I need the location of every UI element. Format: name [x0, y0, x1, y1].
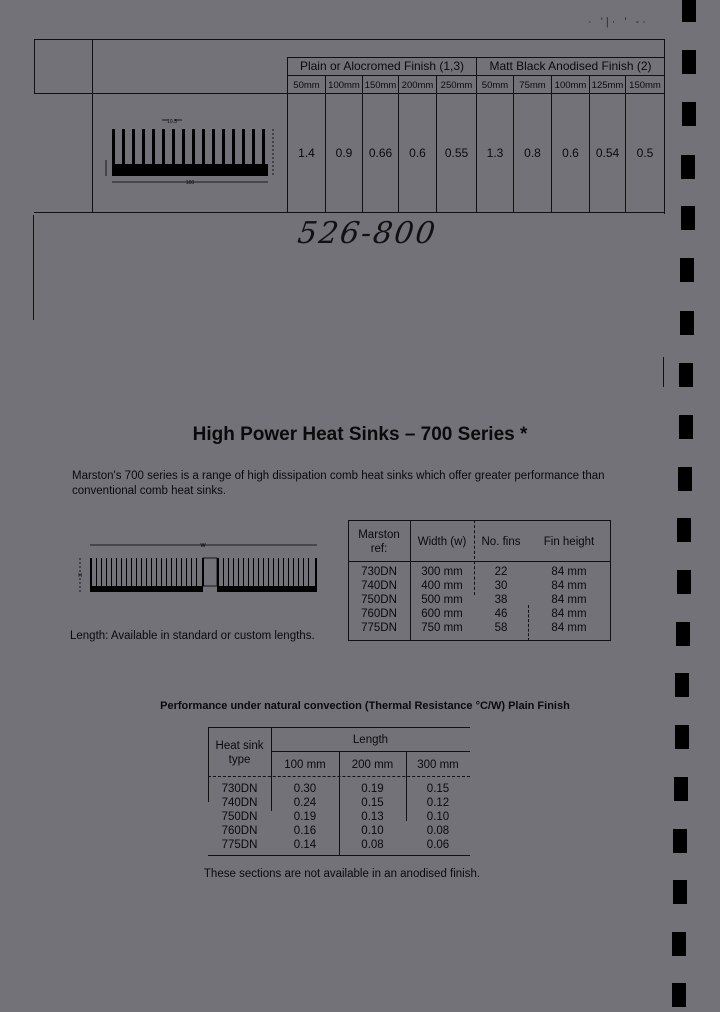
binding-hole — [682, 0, 696, 22]
svg-text:H: H — [78, 573, 82, 579]
col-header-width: Width (w) — [417, 536, 467, 548]
binding-hole — [673, 829, 687, 853]
resistance-value: 1.4 — [298, 146, 315, 160]
length-header: 200mm — [401, 80, 434, 91]
binding-hole — [676, 622, 690, 646]
resistance-value: 0.55 — [444, 146, 469, 160]
binding-hole — [673, 880, 687, 904]
resistance-value: 0.6 — [562, 146, 579, 160]
length-header: 250mm — [440, 80, 473, 91]
binding-hole — [679, 363, 693, 387]
binding-hole — [680, 258, 694, 282]
length-header: 100mm — [328, 80, 360, 91]
resistance-value: 0.6 — [409, 146, 426, 160]
section-title: High Power Heat Sinks – 700 Series * — [192, 424, 528, 445]
binding-hole — [681, 155, 695, 179]
binding-hole — [678, 467, 692, 491]
table-rule — [34, 93, 664, 94]
page-marker: · '|· ' -· — [588, 16, 649, 28]
table-rule — [34, 212, 664, 213]
col-header-fin-height: Fin height — [543, 536, 595, 548]
length-header: 100mm — [554, 80, 587, 91]
binding-hole — [675, 725, 689, 749]
spec-table: Marston ref: Width (w) No. fins Fin height 730DN 300 mm 22 84 mm 740DN 400 mm 30 84 mm 750DN 500 mm 38 84 mm 760DN 600 mm 46 84 mm 775DN 750 mm 58 84 mm — [348, 520, 610, 640]
performance-title: Performance under natural convection (Thermal Resistance °C/W) Plain Finish — [160, 700, 570, 712]
col-header-ref: Marston ref: — [358, 529, 400, 555]
length-header: 125mm — [591, 80, 624, 91]
binding-hole — [675, 673, 689, 697]
table-rule — [92, 39, 93, 213]
binding-hole — [681, 206, 695, 230]
section-intro: Marston's 700 series is a range of high dissipation comb heat sinks which offer greater performance than conventional comb heat sinks. — [72, 470, 605, 497]
length-header: 150mm — [629, 80, 661, 91]
col-header-length: Length — [352, 734, 389, 746]
svg-text:10.5: 10.5 — [167, 119, 177, 125]
length-200mm: 200 mm — [351, 759, 394, 771]
binding-hole — [672, 932, 686, 956]
resistance-value: 0.5 — [636, 146, 654, 160]
svg-text:160: 160 — [185, 180, 195, 185]
700-series-profile-diagram — [75, 538, 325, 598]
resistance-value: 1.3 — [486, 146, 504, 160]
performance-table: Heat sink type Length 100 mm 200 mm 300 mm 730DN 0.30 0.19 0.15 740DN 0.24 0.15 0.12 750DN 0.19 0.13 0.10 760DN 0.16 0.10 0.08 775DN 0.14 0.08 0.06 — [208, 727, 470, 855]
binding-hole — [682, 102, 696, 126]
table-rule — [34, 39, 35, 94]
length-header: 150mm — [364, 80, 397, 91]
binding-hole — [680, 311, 694, 335]
group-header-anodised-finish: Matt Black Anodised Finish (2) — [489, 59, 652, 73]
resistance-value: 0.54 — [595, 146, 620, 160]
page-frame — [33, 215, 34, 320]
table-rule — [34, 39, 664, 40]
length-300mm: 300 mm — [417, 759, 459, 771]
length-header: 75mm — [519, 80, 546, 91]
col-header-type: Heat sink type — [215, 740, 264, 766]
col-header-fins: No. fins — [481, 536, 521, 548]
binding-hole — [672, 983, 686, 1007]
length-header: 50mm — [481, 80, 509, 91]
handwritten-part-number: 526-800 — [295, 216, 440, 251]
table-rule — [664, 39, 665, 214]
length-note: Length: Available in standard or custom lengths. — [70, 630, 315, 642]
resistance-value: 0.8 — [524, 146, 541, 160]
anodised-note: These sections are not available in an anodised finish. — [203, 868, 481, 880]
page-frame — [663, 357, 664, 387]
binding-hole — [677, 518, 691, 542]
binding-hole — [682, 50, 696, 74]
binding-hole — [674, 777, 688, 801]
resistance-value: 0.9 — [335, 146, 353, 160]
group-header-plain-finish: Plain or Alocromed Finish (1,3) — [299, 59, 465, 73]
svg-text:w: w — [200, 542, 206, 549]
resistance-value: 0.66 — [368, 146, 393, 160]
length-header: 50mm — [293, 80, 320, 91]
length-100mm: 100 mm — [284, 759, 326, 771]
heatsink-profile-diagram — [100, 115, 280, 185]
binding-hole — [677, 570, 691, 594]
